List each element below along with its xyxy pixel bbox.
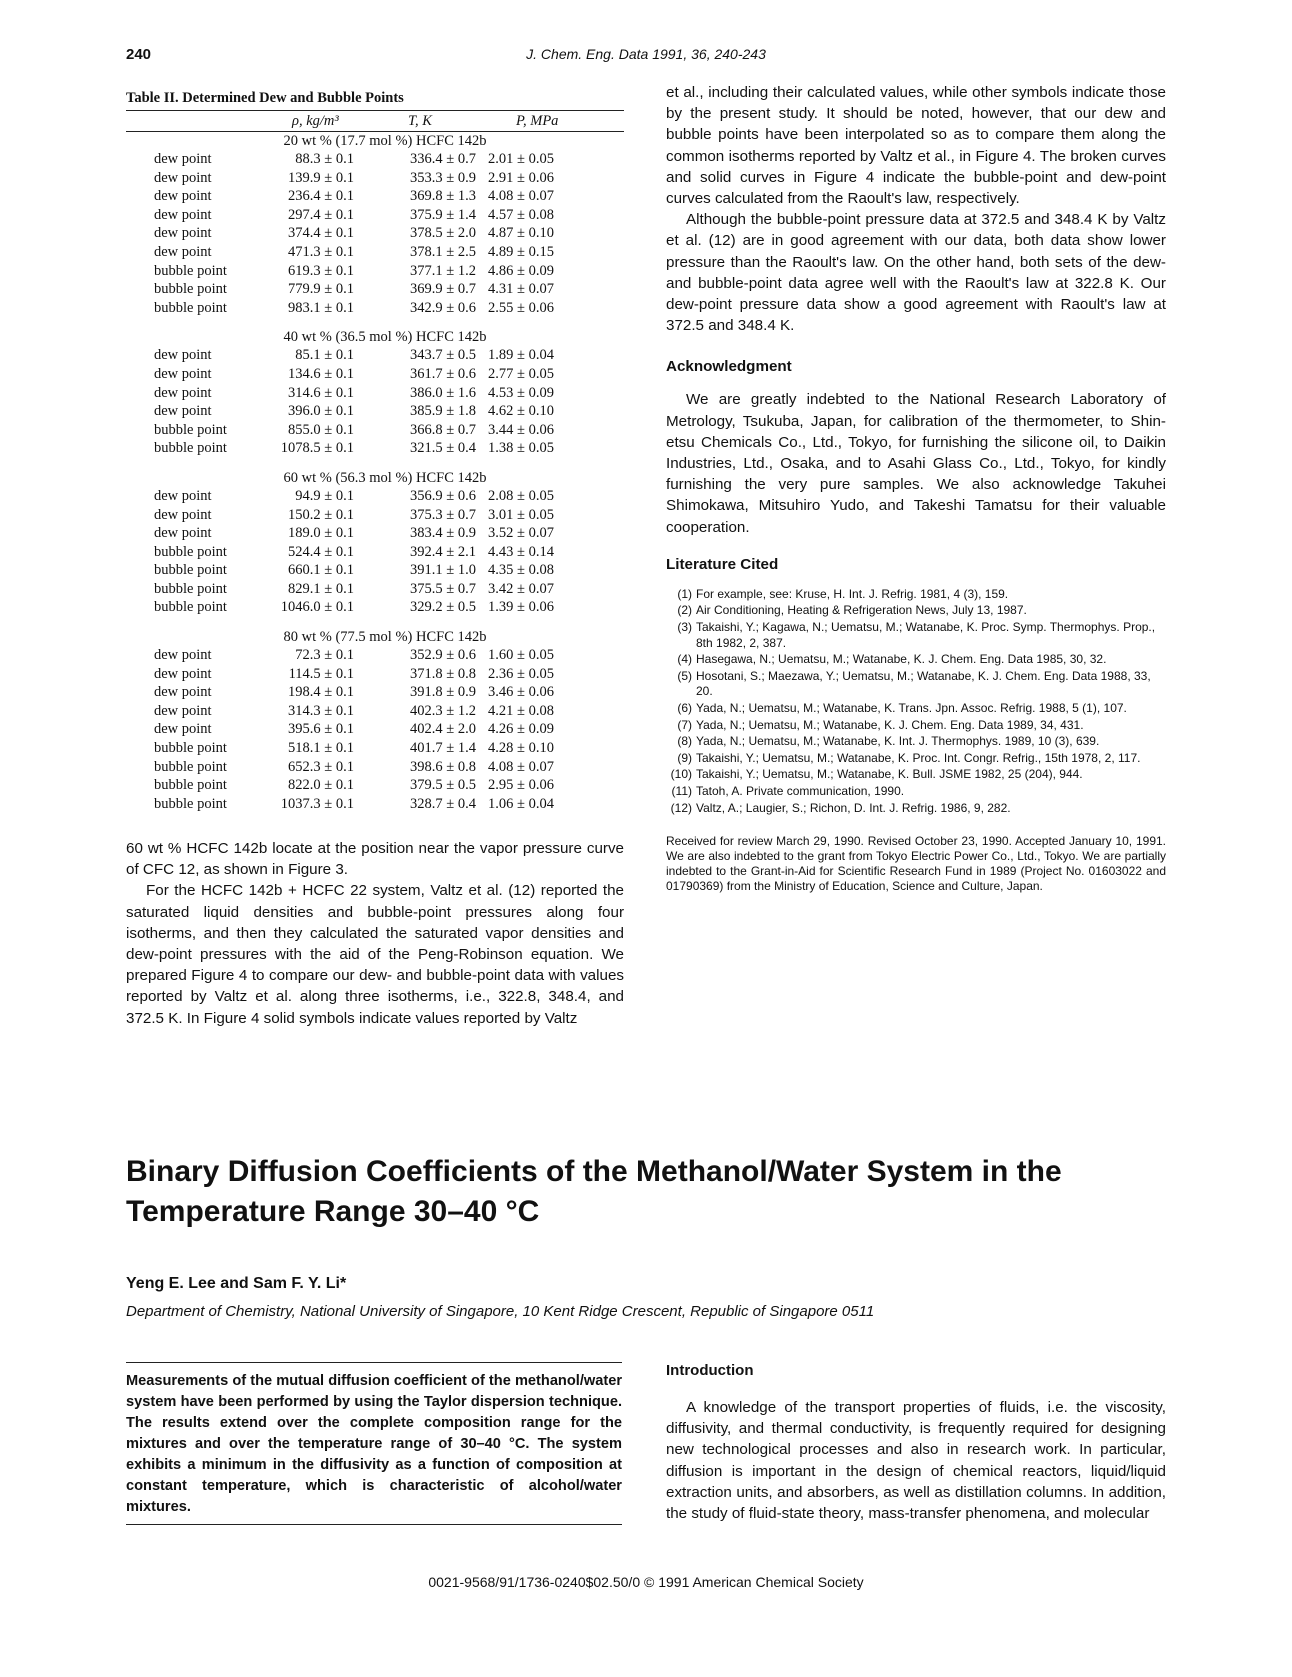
table-row	[126, 759, 624, 778]
journal-reference: J. Chem. Eng. Data 1991, 36, 240-243	[526, 46, 766, 62]
pressure-cell: 3.01 ± 0.05	[488, 506, 554, 523]
pressure-cell: 2.91 ± 0.06	[488, 169, 554, 186]
density-cell: 297.4 ± 0.1	[288, 206, 354, 223]
table-body	[126, 132, 624, 814]
pressure-cell: 2.01 ± 0.05	[488, 151, 554, 167]
density-cell: 88.3 ± 0.1	[295, 151, 354, 167]
temperature-cell: 356.9 ± 0.6	[410, 487, 476, 504]
point-type-cell: dew point	[154, 151, 212, 167]
paragraph: For the HCFC 142b + HCFC 22 system, Valtz et al. (12) reported the saturated liquid densities and bubble-point pressures along four isotherms, and then they calculated the saturated vapor densities and dew-point pressures with the aid of the Peng-Robinson equation. We prepared Figure 4 to compare our dew- and bubble-point data with values reported by Valtz et al. along three isotherms, i.e., 322.8, 348.4, and 372.5 K. In Figure 4 solid symbols indicate values reported by Valtz	[126, 882, 624, 1027]
pressure-cell: 4.31 ± 0.07	[488, 281, 554, 298]
table-row	[126, 366, 624, 385]
table-row	[126, 170, 624, 189]
paragraph: 60 wt % HCFC 142b locate at the position near the vapor pressure curve of CFC 12, as shown in Figure 3.	[126, 840, 624, 879]
reference-item	[666, 587, 1166, 603]
point-type-cell: bubble point	[154, 281, 227, 298]
table-row	[126, 581, 624, 600]
pressure-cell: 1.38 ± 0.05	[488, 440, 554, 457]
pressure-cell: 1.06 ± 0.04	[488, 795, 554, 812]
density-cell: 822.0 ± 0.1	[288, 777, 354, 794]
temperature-cell: 392.4 ± 2.1	[410, 543, 476, 560]
table-row	[126, 525, 624, 544]
point-type-cell: bubble point	[154, 562, 227, 579]
point-type-cell: bubble point	[154, 758, 227, 775]
abstract: Measurements of the mutual diffusion coefficient of the methanol/water system have been performed by using the Taylor dispersion technique. The results extend over the complete composition range for the mixtures and over the temperature range of 30–40 °C. The system exhibits a minimum in the diffusivity as a function of composition at constant temperature, which is characteristic of alcohol/water mixtures.	[126, 1373, 622, 1515]
density-cell: 236.4 ± 0.1	[288, 188, 354, 205]
literature-heading: Literature Cited	[666, 555, 779, 573]
point-type-cell: bubble point	[154, 299, 227, 316]
abstract-box	[126, 1362, 622, 1525]
density-cell: 1078.5 ± 0.1	[280, 440, 354, 457]
density-cell: 619.3 ± 0.1	[288, 262, 354, 279]
density-cell: 314.6 ± 0.1	[288, 384, 354, 401]
table-row	[126, 263, 624, 282]
table-ii	[126, 90, 624, 814]
temperature-cell: 328.7 ± 0.4	[410, 795, 476, 812]
table-section-title: 80 wt % (77.5 mol %) HCFC 142b	[283, 629, 487, 646]
reference-text: Valtz, A.; Laugier, S.; Richon, D. Int. J. Refrig. 1986, 9, 282.	[696, 800, 1011, 815]
article-title: Binary Diffusion Coefficients of the Methanol/Water System in the Temperature Range 30–40 °C	[126, 1155, 1062, 1228]
reference-text: Takaishi, Y.; Kagawa, N.; Uematsu, M.; Watanabe, K. Proc. Symp. Thermophys. Prop., 8th 1982, 2, 387.	[696, 620, 1156, 650]
pressure-cell: 4.89 ± 0.15	[488, 243, 554, 260]
table-section-title: 40 wt % (36.5 mol %) HCFC 142b	[283, 329, 487, 346]
reference-text: Tatoh, A. Private communication, 1990.	[696, 783, 905, 798]
reference-number: (5)	[677, 668, 692, 683]
table-row	[126, 703, 624, 722]
table-row	[126, 544, 624, 563]
paragraph: et al., including their calculated values, while other symbols indicate those by the present study. It should be noted, however, that our dew and bubble points have been interpolated so as to compare them along the common isotherms reported by Valtz et al., in Figure 4. The broken curves and solid curves in Figure 4 indicate the bubble-point and dew-point curves calculated from the Raoult's law, respectively.	[666, 84, 1166, 208]
paragraph: Although the bubble-point pressure data at 372.5 and 348.4 K by Valtz et al. (12) are in good agreement with our data, both data show lower pressure than the Raoult's law. On the other hand, both sets of the dew- and bubble-point data agree well with the Raoult's law at 322.8 K. Our dew-point pressure data show a good agreement with Raoult's law at 372.5 and 348.4 K.	[666, 211, 1166, 335]
density-cell: 85.1 ± 0.1	[295, 347, 354, 364]
point-type-cell: dew point	[154, 384, 212, 401]
point-type-cell: dew point	[154, 206, 212, 223]
point-type-cell: dew point	[154, 347, 212, 364]
pressure-cell: 4.21 ± 0.08	[488, 702, 554, 719]
table-row	[126, 666, 624, 685]
temperature-cell: 402.3 ± 1.2	[410, 702, 476, 719]
acknowledgment-text: We are greatly indebted to the National Research Laboratory of Metrology, Tsukuba, Japan, for calibration of the thermometer, to Shin-etsu Chemicals Co., Ltd., Tokyo, for furnishing the silicone oil, to Daikin Industries, Ltd., Osaka, and to Asahi Glass Co., Ltd., Tokyo, for kindly furnishing the very pure samples. We also acknowledge Takuhei Shimokawa, Mitsuhiro Yudo, and Takeshi Tamatsu for their valuable cooperation.	[666, 391, 1166, 536]
pressure-cell: 3.52 ± 0.07	[488, 525, 554, 542]
table-row	[126, 385, 624, 404]
temperature-cell: 329.2 ± 0.5	[410, 599, 476, 616]
pressure-cell: 4.26 ± 0.09	[488, 721, 554, 738]
density-cell: 139.9 ± 0.1	[288, 169, 354, 186]
temperature-cell: 378.5 ± 2.0	[410, 225, 476, 242]
table-row	[126, 244, 624, 263]
density-cell: 829.1 ± 0.1	[288, 580, 354, 597]
point-type-cell: dew point	[154, 365, 212, 382]
reference-item	[666, 767, 1166, 783]
reference-number: (10)	[670, 767, 692, 782]
table-row	[126, 488, 624, 507]
density-cell: 72.3 ± 0.1	[295, 647, 354, 664]
table-row	[126, 347, 624, 366]
pressure-cell: 4.86 ± 0.09	[488, 262, 554, 279]
density-cell: 150.2 ± 0.1	[288, 506, 354, 523]
density-cell: 396.0 ± 0.1	[288, 403, 354, 420]
density-cell: 471.3 ± 0.1	[288, 243, 354, 260]
point-type-cell: bubble point	[154, 421, 227, 438]
point-type-cell: bubble point	[154, 599, 227, 616]
temperature-cell: 361.7 ± 0.6	[410, 365, 476, 382]
table-row	[126, 207, 624, 226]
pressure-cell: 2.36 ± 0.05	[488, 665, 554, 682]
reference-item	[666, 784, 1166, 800]
temperature-cell: 385.9 ± 1.8	[410, 403, 476, 420]
reference-number: (11)	[671, 783, 692, 798]
reference-text: Yada, N.; Uematsu, M.; Watanabe, K. J. Chem. Eng. Data 1989, 34, 431.	[696, 717, 1084, 732]
table-row	[126, 777, 624, 796]
acknowledgment-heading: Acknowledgment	[666, 358, 792, 376]
reference-number: (2)	[677, 603, 692, 618]
reference-number: (3)	[677, 620, 692, 635]
density-cell: 134.6 ± 0.1	[288, 365, 354, 382]
reference-number: (9)	[677, 750, 692, 765]
reference-number: (6)	[677, 701, 692, 716]
received-note: Received for review March 29, 1990. Revised October 23, 1990. Accepted January 10, 1991. We are also indebted to the grant from Tokyo Electric Power Co., Ltd., Tokyo. We are partially indebted to the Grant-in-Aid for Scientific Research Fund in 1989 (Project No. 01603022 and 01790369) from the Ministry of Education, Science and Culture, Japan.	[666, 834, 1166, 894]
pressure-cell: 3.46 ± 0.06	[488, 684, 554, 701]
reference-number: (4)	[677, 652, 692, 667]
temperature-cell: 369.9 ± 0.7	[410, 281, 476, 298]
reference-item	[666, 801, 1166, 817]
footer: 0021-9568/91/1736-0240$02.50/0 © 1991 American Chemical Society	[428, 1574, 864, 1590]
reference-item	[666, 718, 1166, 734]
reference-item	[666, 652, 1166, 668]
page-header	[0, 46, 1292, 70]
table-row	[126, 507, 624, 526]
introduction	[666, 1362, 1166, 1524]
point-type-cell: bubble point	[154, 440, 227, 457]
table-row	[126, 721, 624, 740]
temperature-cell: 321.5 ± 0.4	[410, 440, 476, 457]
density-cell: 114.5 ± 0.1	[288, 665, 354, 682]
column-header-density: ρ, kg/m³	[292, 113, 339, 129]
point-type-cell: bubble point	[154, 580, 227, 597]
reference-text: Air Conditioning, Heating & Refrigeration News, July 13, 1987.	[696, 603, 1027, 618]
density-cell: 983.1 ± 0.1	[288, 299, 354, 316]
table-section-title: 60 wt % (56.3 mol %) HCFC 142b	[283, 469, 487, 486]
pressure-cell: 4.28 ± 0.10	[488, 740, 554, 757]
pressure-cell: 4.53 ± 0.09	[488, 384, 554, 401]
table-row	[126, 647, 624, 666]
point-type-cell: dew point	[154, 169, 212, 186]
point-type-cell: dew point	[154, 225, 212, 242]
pressure-cell: 4.08 ± 0.07	[488, 758, 554, 775]
point-type-cell: bubble point	[154, 740, 227, 757]
reference-text: Hasegawa, N.; Uematsu, M.; Watanabe, K. J. Chem. Eng. Data 1985, 30, 32.	[696, 652, 1107, 667]
density-cell: 855.0 ± 0.1	[288, 421, 354, 438]
table-row	[126, 281, 624, 300]
density-cell: 189.0 ± 0.1	[288, 525, 354, 542]
point-type-cell: bubble point	[154, 543, 227, 560]
table-row	[126, 796, 624, 815]
pressure-cell: 3.42 ± 0.07	[488, 580, 554, 597]
point-type-cell: dew point	[154, 702, 212, 719]
reference-text: Yada, N.; Uematsu, M.; Watanabe, K. Int. J. Thermophys. 1989, 10 (3), 639.	[696, 734, 1100, 749]
point-type-cell: dew point	[154, 243, 212, 260]
point-type-cell: bubble point	[154, 777, 227, 794]
reference-item	[666, 701, 1166, 717]
table-row	[126, 740, 624, 759]
point-type-cell: dew point	[154, 721, 212, 738]
table-row	[126, 684, 624, 703]
density-cell: 518.1 ± 0.1	[288, 740, 354, 757]
reference-text: For example, see: Kruse, H. Int. J. Refrig. 1981, 4 (3), 159.	[696, 586, 1009, 601]
reference-number: (7)	[677, 717, 692, 732]
density-cell: 1037.3 ± 0.1	[280, 795, 354, 812]
table-row	[126, 300, 624, 319]
temperature-cell: 371.8 ± 0.8	[410, 665, 476, 682]
pressure-cell: 3.44 ± 0.06	[488, 421, 554, 438]
temperature-cell: 398.6 ± 0.8	[410, 758, 476, 775]
authors: Yeng E. Lee and Sam F. Y. Li*	[126, 1275, 347, 1292]
temperature-cell: 377.1 ± 1.2	[410, 262, 476, 279]
temperature-cell: 383.4 ± 0.9	[410, 525, 476, 542]
pressure-cell: 4.57 ± 0.08	[488, 206, 554, 223]
density-cell: 314.3 ± 0.1	[288, 702, 354, 719]
temperature-cell: 378.1 ± 2.5	[410, 243, 476, 260]
table-row	[126, 562, 624, 581]
table-row	[126, 403, 624, 422]
right-column-text	[666, 82, 1166, 894]
reference-item	[666, 620, 1166, 651]
reference-text: Takaishi, Y.; Uematsu, M.; Watanabe, K. Proc. Int. Congr. Refrig., 15th 1978, 2, 117.	[696, 750, 1141, 765]
point-type-cell: bubble point	[154, 795, 227, 812]
column-header-pressure: P, MPa	[516, 113, 559, 129]
table-row	[126, 188, 624, 207]
reference-item	[666, 751, 1166, 767]
table-row	[126, 151, 624, 170]
temperature-cell: 402.4 ± 2.0	[410, 721, 476, 738]
reference-item	[666, 603, 1166, 619]
point-type-cell: dew point	[154, 525, 212, 542]
temperature-cell: 366.8 ± 0.7	[410, 421, 476, 438]
pressure-cell: 4.87 ± 0.10	[488, 225, 554, 242]
column-header-temperature: T, K	[408, 113, 432, 129]
reference-item	[666, 734, 1166, 750]
temperature-cell: 353.3 ± 0.9	[410, 169, 476, 186]
point-type-cell: bubble point	[154, 262, 227, 279]
reference-text: Takaishi, Y.; Uematsu, M.; Watanabe, K. Bull. JSME 1982, 25 (204), 944.	[696, 767, 1083, 782]
temperature-cell: 352.9 ± 0.6	[410, 647, 476, 664]
temperature-cell: 342.9 ± 0.6	[410, 299, 476, 316]
pressure-cell: 1.89 ± 0.04	[488, 347, 554, 364]
table-row	[126, 225, 624, 244]
point-type-cell: dew point	[154, 188, 212, 205]
point-type-cell: dew point	[154, 647, 212, 664]
reference-item	[666, 669, 1166, 700]
affiliation: Department of Chemistry, National University of Singapore, 10 Kent Ridge Crescent, Republic of Singapore 0511	[126, 1303, 875, 1320]
temperature-cell: 375.5 ± 0.7	[410, 580, 476, 597]
table-header	[126, 111, 624, 131]
pressure-cell: 4.08 ± 0.07	[488, 188, 554, 205]
pressure-cell: 2.08 ± 0.05	[488, 487, 554, 504]
pressure-cell: 4.62 ± 0.10	[488, 403, 554, 420]
temperature-cell: 336.4 ± 0.7	[410, 151, 476, 167]
temperature-cell: 375.9 ± 1.4	[410, 206, 476, 223]
table-row	[126, 440, 624, 459]
density-cell: 374.4 ± 0.1	[288, 225, 354, 242]
introduction-heading: Introduction	[666, 1362, 754, 1379]
temperature-cell: 391.1 ± 1.0	[410, 562, 476, 579]
reference-text: Yada, N.; Uematsu, M.; Watanabe, K. Trans. Jpn. Assoc. Refrig. 1988, 5 (1), 107.	[696, 701, 1127, 716]
table-caption: Table II. Determined Dew and Bubble Points	[126, 90, 404, 106]
reference-list	[666, 587, 1166, 816]
temperature-cell: 391.8 ± 0.9	[410, 684, 476, 701]
pressure-cell: 4.35 ± 0.08	[488, 562, 554, 579]
pressure-cell: 1.60 ± 0.05	[488, 647, 554, 664]
table-row	[126, 422, 624, 441]
pressure-cell: 2.55 ± 0.06	[488, 299, 554, 316]
table-section-title: 20 wt % (17.7 mol %) HCFC 142b	[283, 133, 487, 149]
density-cell: 652.3 ± 0.1	[288, 758, 354, 775]
reference-number: (12)	[670, 800, 692, 815]
density-cell: 395.6 ± 0.1	[288, 721, 354, 738]
point-type-cell: dew point	[154, 684, 212, 701]
density-cell: 94.9 ± 0.1	[295, 487, 354, 504]
reference-text: Hosotani, S.; Maezawa, Y.; Uematsu, M.; Watanabe, K. J. Chem. Eng. Data 1988, 33, 20.	[696, 668, 1151, 699]
density-cell: 198.4 ± 0.1	[288, 684, 354, 701]
pressure-cell: 1.39 ± 0.06	[488, 599, 554, 616]
pressure-cell: 2.95 ± 0.06	[488, 777, 554, 794]
introduction-text: A knowledge of the transport properties of fluids, i.e. the viscosity, diffusivity, and thermal conductivity, is frequently required for designing new technological processes and also in research work. In particular, diffusion is important in the design of chemical reactors, liquid/liquid extraction units, and absorbers, as well as distillation columns. In addition, the study of fluid-state theory, mass-transfer phenomena, and molecular	[666, 1399, 1166, 1523]
density-cell: 660.1 ± 0.1	[288, 562, 354, 579]
point-type-cell: dew point	[154, 665, 212, 682]
point-type-cell: dew point	[154, 487, 212, 504]
point-type-cell: dew point	[154, 403, 212, 420]
density-cell: 779.9 ± 0.1	[288, 281, 354, 298]
temperature-cell: 369.8 ± 1.3	[410, 188, 476, 205]
temperature-cell: 401.7 ± 1.4	[410, 740, 476, 757]
density-cell: 524.4 ± 0.1	[288, 543, 354, 560]
table-row	[126, 599, 624, 618]
density-cell: 1046.0 ± 0.1	[280, 599, 354, 616]
reference-number: (8)	[677, 734, 692, 749]
temperature-cell: 375.3 ± 0.7	[410, 506, 476, 523]
page-number: 240	[126, 46, 152, 63]
left-column-text	[126, 838, 624, 1029]
pressure-cell: 2.77 ± 0.05	[488, 365, 554, 382]
point-type-cell: dew point	[154, 506, 212, 523]
temperature-cell: 386.0 ± 1.6	[410, 384, 476, 401]
pressure-cell: 4.43 ± 0.14	[488, 543, 554, 560]
temperature-cell: 343.7 ± 0.5	[410, 347, 476, 364]
reference-number: (1)	[677, 586, 692, 601]
temperature-cell: 379.5 ± 0.5	[410, 777, 476, 794]
